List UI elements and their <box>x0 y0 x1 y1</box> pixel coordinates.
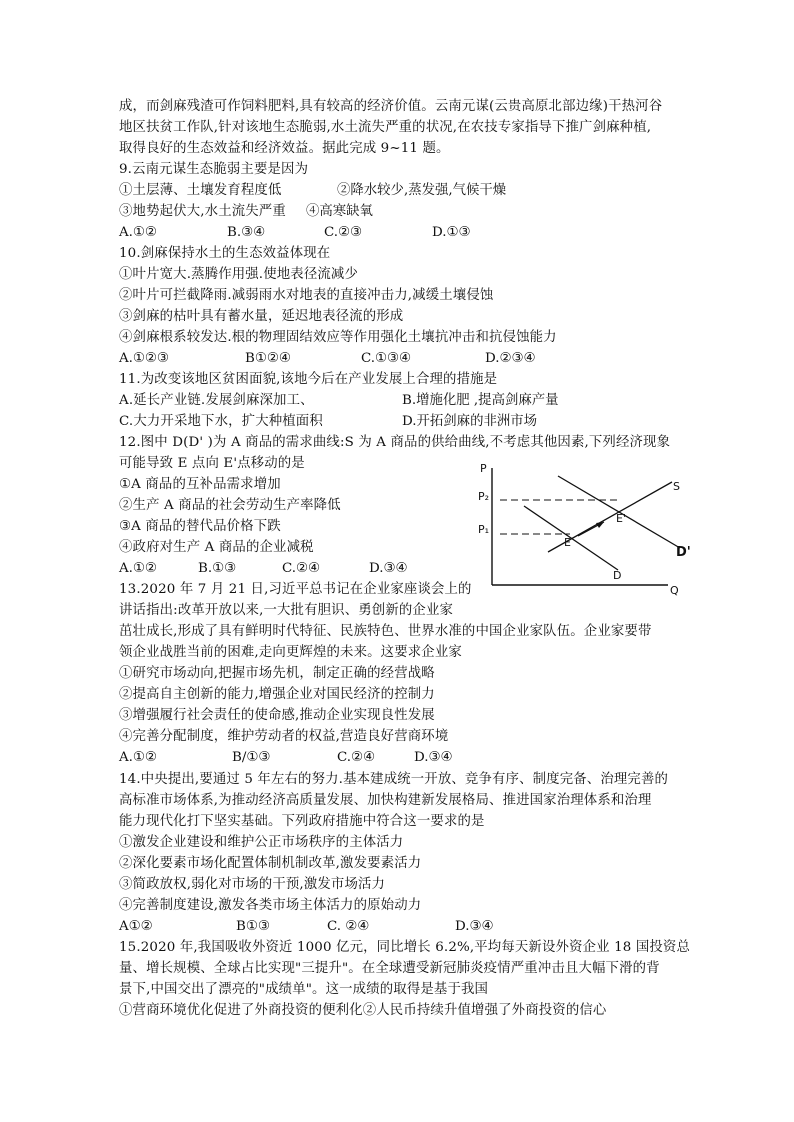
q14-statement-4: ④完善制度建设,激发各类市场主体活力的原始动力 <box>119 898 422 913</box>
q12-option-b: B.①③ <box>198 561 237 576</box>
q14-option-a: A①② <box>119 919 153 934</box>
q12-statement-1: ①A 商品的互补品需求增加 <box>119 477 281 492</box>
q9-stem: 9.云南元谋生态脆弱主要是因为 <box>119 162 309 177</box>
q10-option-a: A.①②③ <box>119 351 169 366</box>
q13-option-c: C.②④ <box>337 750 376 765</box>
demand-shifted-label: D' <box>676 545 691 560</box>
y-axis-label: P <box>480 462 487 475</box>
q13-statement-3: ③增强履行社会责任的使命感,推动企业实现良性发展 <box>119 708 435 723</box>
q10-option-c: C.①③④ <box>361 351 412 366</box>
q10-statement-2: ②叶片可拦截降雨.减弱雨水对地表的直接冲击力,减缓土壤侵蚀 <box>119 288 494 303</box>
q13-stem-line-4: 领企业战胜当前的困难,走向更辉煌的未来。这要求企业家 <box>119 645 462 660</box>
q12-stem-line-1: 12.图中 D(D' )为 A 商品的需求曲线:S 为 A 商品的供给曲线,不考虑其他因素,下列经济现象 <box>119 435 671 450</box>
q12-option-d: D.③④ <box>369 561 408 576</box>
q11-stem: 11.为改变该地区贫困面貌,该地今后在产业发展上合理的措施是 <box>119 372 498 387</box>
q9-statement-1: ①土层薄、土壤发育程度低 <box>119 183 282 198</box>
q14-statement-2: ②深化要素市场化配置体制机制改革,激发要素活力 <box>119 856 422 871</box>
q14-stem-line-3: 能力现代化打下坚实基础。下列政府措施中符合这一要求的是 <box>119 814 485 829</box>
point-e-prime-label: E' <box>616 512 626 525</box>
q13-option-d: D.③④ <box>414 750 453 765</box>
q9-statement-3: ③地势起伏大,水土流失严重 <box>119 204 286 219</box>
intro-line-2: 地区扶贫工作队,针对该地生态脆弱,水土流失严重的状况,在农技专家指导下推广剑麻种植, <box>119 120 652 135</box>
q9-option-a: A.①② <box>119 225 157 240</box>
q13-statement-4: ④完善分配制度，维护劳动者的权益,营造良好营商环境 <box>119 729 449 744</box>
q9-statement-2: ②降水较少,蒸发强,气候干燥 <box>337 183 507 198</box>
q12-statement-3: ③A 商品的替代品价格下跌 <box>119 519 281 534</box>
intro-line-1: 成，而剑麻残渣可作饲料肥料,具有较高的经济价值。云南元谋(云贵高原北部边缘)干热河谷 <box>119 99 663 114</box>
p2-label: P₂ <box>478 490 490 503</box>
q14-statement-3: ③简政放权,弱化对市场的干预,激发市场活力 <box>119 877 386 892</box>
q13-stem-line-1: 13.2020 年 7 月 21 日,习近平总书记在企业家座谈会上的 <box>119 582 472 597</box>
q12-stem-line-2: 可能导致 E 点向 E'点移动的是 <box>119 456 305 471</box>
q14-option-b: B①③ <box>236 919 270 934</box>
q13-option-b: B/①③ <box>232 750 271 765</box>
q15-stem-line-1: 15.2020 年,我国吸收外资近 1000 亿元，同比增长 6.2%,平均每天新设外资企业 18 国投资总 <box>119 940 690 955</box>
q14-stem-line-2: 高标准市场体系,为推动经济高质量发展、加快构建新发展格局、推进国家治理体系和治理 <box>119 793 652 808</box>
q11-option-b: B.增施化肥 ,提高剑麻产量 <box>402 393 559 408</box>
q14-option-d: D.③④ <box>455 919 494 934</box>
q12-statement-2: ②生产 A 商品的社会劳动生产率降低 <box>119 498 341 513</box>
point-e-label: E <box>564 536 571 549</box>
p1-label: P₁ <box>478 523 490 536</box>
intro-line-3: 取得良好的生态效益和经济效益。据此完成 9~11 题。 <box>119 141 450 156</box>
q10-statement-1: ①叶片宽大.蒸腾作用强.使地表径流减少 <box>119 267 359 282</box>
q10-statement-3: ③剑麻的枯叶具有蓄水量，延迟地表径流的形成 <box>119 309 404 324</box>
q14-stem-line-1: 14.中央提出,要通过 5 年左右的努力.基本建成统一开放、竞争有序、制度完备、治理完善的 <box>119 772 669 787</box>
q12-option-a: A.①② <box>119 561 157 576</box>
q13-option-a: A.①② <box>119 750 157 765</box>
x-axis-label: Q <box>670 584 679 597</box>
supply-demand-graph <box>478 462 694 604</box>
q10-option-b: B①②④ <box>245 351 291 366</box>
q13-stem-line-2: 讲话指出:改革开放以来,一大批有胆识、勇创新的企业家 <box>119 603 454 618</box>
q9-option-d: D.①③ <box>432 225 471 240</box>
q10-statement-4: ④剑麻根系较发达.根的物理固结效应等作用强化土壤抗冲击和抗侵蚀能力 <box>119 330 557 345</box>
q13-statement-2: ②提高自主创新的能力,增强企业对国民经济的控制力 <box>119 687 435 702</box>
q12-option-c: C.②④ <box>282 561 321 576</box>
q14-option-c: C. ②④ <box>327 919 370 934</box>
q9-option-b: B.③④ <box>227 225 266 240</box>
demand-curve-d <box>524 506 618 570</box>
q14-statement-1: ①激发企业建设和维护公正市场秩序的主体活力 <box>119 835 404 850</box>
q12-statement-4: ④政府对生产 A 商品的企业减税 <box>119 540 314 555</box>
q10-stem: 10.剑麻保持水土的生态效益体现在 <box>119 246 331 261</box>
shift-arrowhead <box>596 522 604 528</box>
q10-option-d: D.②③④ <box>485 351 536 366</box>
q13-statement-1: ①研究市场动向,把握市场先机，制定正确的经营战略 <box>119 666 435 681</box>
q11-option-c: C.大力开采地下水，扩大种植面积 <box>119 414 323 429</box>
q15-stem-line-2: 量、增长规模、全球占比实现"三提升"。在全球遭受新冠肺炎疫情严重冲击且大幅下滑的背 <box>119 961 660 976</box>
demand-label: D <box>613 569 622 582</box>
q15-stem-line-3: 景下,中国交出了漂亮的"成绩单"。这一成绩的取得是基于我国 <box>119 982 489 997</box>
q11-option-d: D.开拓剑麻的非洲市场 <box>402 414 538 429</box>
q13-stem-line-3: 茁壮成长,形成了具有鲜明时代特征、民族特色、世界水准的中国企业家队伍。企业家要带 <box>119 624 652 639</box>
q15-statement-1-2: ①营商环境优化促进了外商投资的便利化②人民币持续升值增强了外商投资的信心 <box>119 1003 607 1018</box>
q11-option-a: A.延长产业链.发展剑麻深加工、 <box>119 393 314 408</box>
q9-option-c: C.②③ <box>324 225 363 240</box>
q9-statement-4: ④高寒缺氧 <box>306 204 373 219</box>
supply-label: S <box>673 480 680 493</box>
